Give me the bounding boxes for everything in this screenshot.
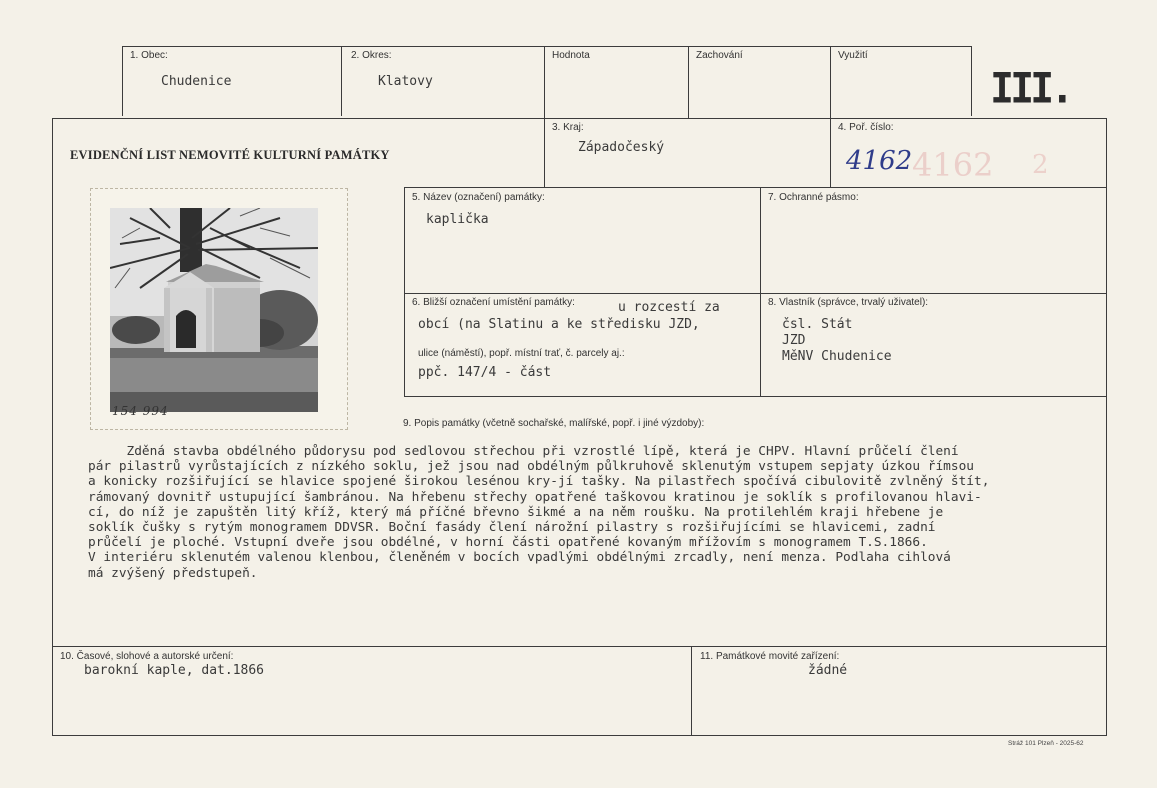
cislo-left — [830, 118, 831, 188]
photo-caption: 154 994 — [112, 404, 169, 418]
cislo-label: 4. Poř. číslo: — [838, 122, 894, 133]
nazev-label: 5. Název (označení) památky: — [412, 192, 545, 203]
frame-bottom — [52, 735, 1107, 736]
top-strip-top-border — [122, 46, 972, 47]
zachovani-label: Zachování — [696, 50, 743, 61]
desc-bottom — [52, 646, 1107, 647]
obec-label: 1. Obec: — [130, 50, 168, 61]
fields-mid — [760, 187, 761, 397]
popis-label: 9. Popis památky (včetně sochařské, malířské, popř. i jiné výzdoby): — [403, 418, 705, 429]
cislo-faint-stamp-suffix: 2 — [1032, 150, 1049, 180]
urceni-value: barokní kaple, dat.1866 — [84, 663, 265, 678]
umisteni-value-line: obcí (na Slatinu a ke středisku JZD, — [418, 317, 700, 332]
frame-top — [52, 118, 1107, 119]
roman-numeral-stamp: III. — [990, 64, 1071, 114]
cislo-faint-stamp: 4162 — [912, 146, 994, 184]
vlastnik-line-3: MěNV Chudenice — [782, 349, 892, 364]
okres-value: Klatovy — [378, 74, 433, 89]
bottom-split — [691, 646, 692, 736]
top-strip-divider-5 — [971, 46, 972, 116]
fields-left — [404, 187, 405, 397]
cislo-handwritten: 4162 — [846, 146, 913, 176]
top-strip-divider-3 — [688, 46, 689, 118]
umisteni-sub-label: ulice (náměstí), popř. místní trať, č. parcely aj.: — [418, 348, 625, 359]
zarizeni-label: 11. Památkové movité zařízení: — [700, 651, 840, 662]
umisteni-parcel: ppč. 147/4 - část — [418, 365, 552, 380]
upper-row-bottom — [404, 187, 1107, 188]
fields-row-split — [404, 293, 1107, 294]
top-strip-divider-1 — [341, 46, 342, 116]
frame-right — [1106, 118, 1107, 736]
chapel-photo-svg — [110, 208, 318, 412]
chapel-photo — [110, 208, 318, 412]
pasmo-label: 7. Ochranné pásmo: — [768, 192, 859, 203]
zarizeni-value: žádné — [808, 663, 848, 678]
top-strip-divider-4 — [830, 46, 831, 118]
top-strip-left-border — [122, 46, 123, 116]
vlastnik-line-2: JZD — [782, 333, 806, 348]
kraj-label: 3. Kraj: — [552, 122, 584, 133]
vyuziti-label: Využití — [838, 50, 868, 61]
frame-left — [52, 118, 53, 736]
printer-mark: Stráž 101 Plzeň - 2025-62 — [1008, 740, 1084, 747]
hodnota-label: Hodnota — [552, 50, 590, 61]
top-strip-divider-2 — [544, 46, 545, 118]
kraj-value: Západočeský — [578, 140, 665, 155]
vlastnik-label: 8. Vlastník (správce, trvalý uživatel): — [768, 297, 929, 308]
umisteni-value-top: u rozcestí za — [618, 300, 720, 315]
page-title: EVIDENČNÍ LIST NEMOVITÉ KULTURNÍ PAMÁTKY — [70, 148, 390, 162]
vlastnik-line-1: čsl. Stát — [782, 317, 853, 332]
popis-text: Zděná stavba obdélného půdorysu pod sedlovou střechou při vzrostlé lípě, která je CHPV. Hlavní průčelí člení pár pilastrů vyrůstajících z nízkého soklu, jež jsou nad obdélným půlkruhově sklenutým vstupem sepjaty úzkou římsou a konicky rozšiřující se hlavice spojené širokou lesénou kry-jí tašky. Na pilastřech spočívá cibulovitě zvlněný štít, rámovaný dovnitř ustupující šambránou. Na hřebenu střechy opatřené taškovou kratinou je soklík s profilovanou hlavi- cí, do níž je zapuštěn litý kříž, který má příčné břevno šikmé a na něm roušku. Na protilehlém kraji hřebene je soklík čušky s rytým monogramem DDVSR. Boční fasády člení nárožní pilastry s rozšiřujícími se hlavicemi, zadní průčelí je ploché. Vstupní dveře jsou obdélné, v horní části opatřené kovaným mřížovím s monogramem T.S.1866. V interiéru sklenutém valenou klenbou, členěném v bocích vpadlými obdélnými zrcadly, není menza. Podlaha cihlová má zvýšený předstupeň. — [88, 444, 990, 581]
okres-label: 2. Okres: — [351, 50, 392, 61]
nazev-value: kaplička — [426, 212, 489, 227]
umisteni-label: 6. Bližší označení umístění památky: — [412, 297, 575, 308]
fields-bottom — [404, 396, 1107, 397]
urceni-label: 10. Časové, slohové a autorské určení: — [60, 651, 234, 662]
obec-value: Chudenice — [161, 74, 232, 89]
kraj-left — [544, 118, 545, 188]
